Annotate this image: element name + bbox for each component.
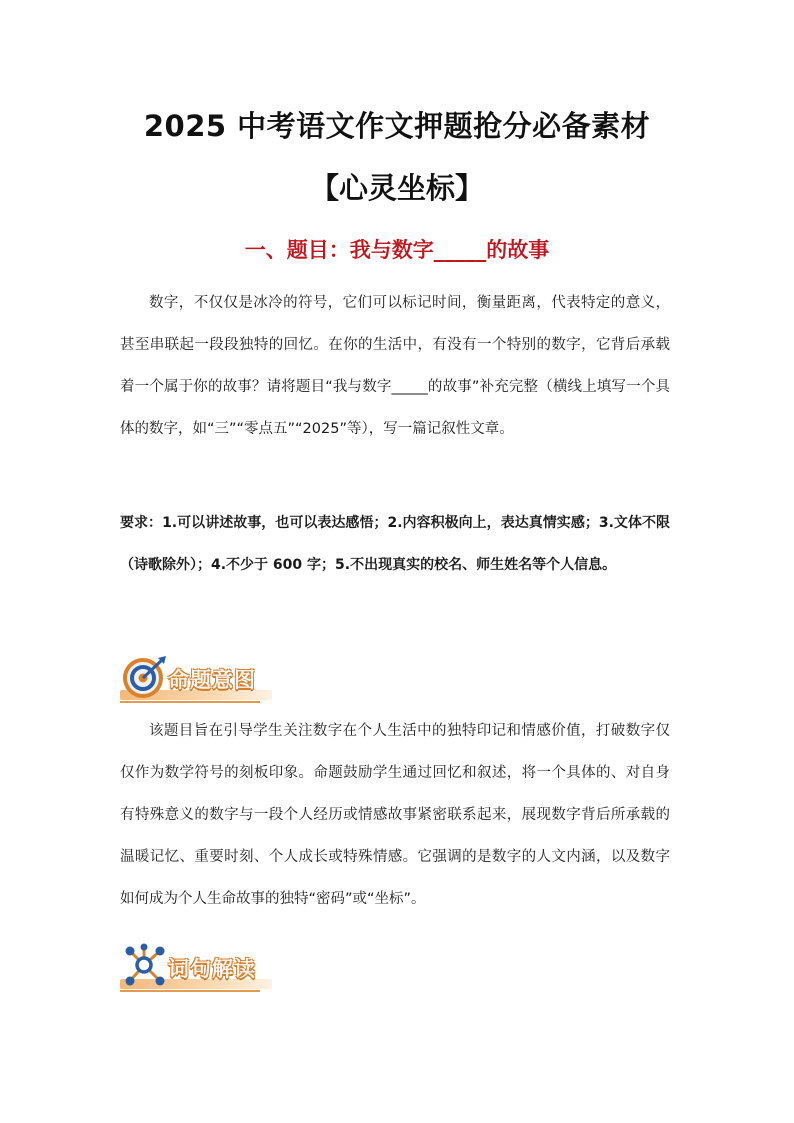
requirements-paragraph: 要求：1.可以讲述故事，也可以表达感悟；2.内容积极向上，表达真情实感；3.文体不限（诗歌除外）；4.不少于 600 字；5.不出现真实的校名、师生姓名等个人信息。 bbox=[120, 515, 670, 573]
intent-paragraph: 该题目旨在引导学生关注数字在个人生活中的独特印记和情感价值，打破数字仅仅作为数学符号的刻板印象。命题鼓励学生通过回忆和叙述，将一个具体的、对自身有特殊意义的数字与一段个人经历或情感故事紧密联系起来，展现数字背后所承载的温暖记忆、重要时刻、个人成长或特殊情感。它强调的是数字的人文内涵，以及数字如何成为个人生命故事的独特“密码”或“坐标”。 bbox=[120, 723, 670, 907]
intro-paragraph: 数字，不仅仅是冰冷的符号，它们可以标记时间，衡量距离，代表特定的意义，甚至串联起一段段独特的回忆。在你的生活中，有没有一个特别的数字，它背后承载着一个属于你的故事？请将题目“我与数字_____的故事”补充完整（横线上填写一个具体的数字，如“三”“零点五”“2025”等），写一篇记叙性文章。 bbox=[120, 295, 670, 437]
badge-underline-line bbox=[120, 990, 260, 992]
target-icon bbox=[122, 654, 168, 700]
intent-badge-label: 命题意图 bbox=[168, 668, 256, 692]
interpretation-badge-label: 词句解读 bbox=[168, 957, 256, 981]
section-heading: 一、题目：我与数字_____的故事 bbox=[244, 238, 550, 262]
document-title: 2025 中考语文作文押题抢分必备素材 bbox=[143, 109, 651, 143]
document-subtitle: 【心灵坐标】 bbox=[309, 171, 484, 205]
interpretation-badge bbox=[120, 941, 280, 993]
intent-badge bbox=[120, 652, 280, 704]
badge-underline-line bbox=[120, 701, 260, 703]
network-icon bbox=[122, 943, 168, 989]
